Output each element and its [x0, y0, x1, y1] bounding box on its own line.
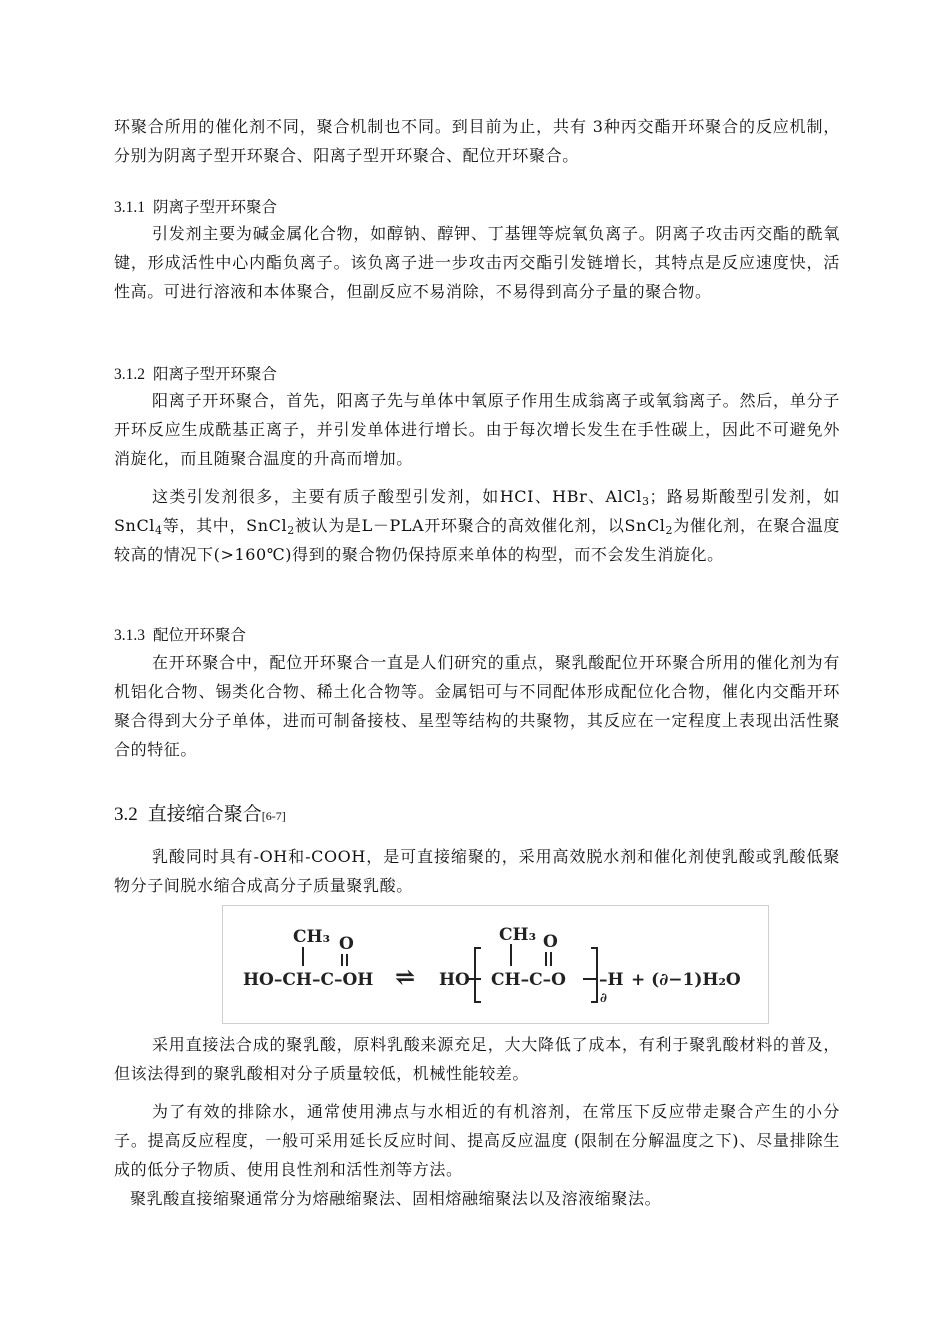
paragraph-anionic: 引发剂主要为碱金属化合物，如醇钠、醇钾、丁基锂等烷氧负离子。阴离子攻击丙交酯的酰氧键，形成活性中心内酯负离子。该负离子进一步攻击丙交酯引发链增长，其特点是反应速度快，活性高。可进行溶液和本体聚合，但副反应不易消除，不易得到高分子量的聚合物。: [114, 224, 840, 301]
text-run: 为催化剂，在聚合温度较高的情况下(>160℃)得到的聚合物仍保持原来单体的构型，而不会发生消旋化。: [114, 516, 840, 564]
paragraph-direct-1: 乳酸同时具有-OH和-COOH，是可直接缩聚的，采用高效脱水剂和催化剂使乳酸或乳酸低聚物分子间脱水缩合成高分子质量聚乳酸。: [114, 847, 840, 895]
text-run: 被认为是L－PLA开环聚合的高效催化剂，以SnCl: [294, 516, 666, 535]
subscript: 2: [665, 524, 674, 537]
paragraph-cationic-2: [114, 482, 840, 569]
paragraph-cationic-1: 阳离子开环聚合，首先，阳离子先与单体中氧原子作用生成翁离子或氧翁离子。然后，单分子开环反应生成酰基正离子，并引发单体进行增长。由于每次增长发生在手性碳上，因此不可避免外消旋化，而且随聚合温度的升高而增加。: [114, 391, 840, 468]
oxygen-left: O: [339, 934, 354, 954]
section-heading-3-1-2: [114, 364, 277, 385]
text-run: 等，其中，SnCl: [162, 516, 288, 535]
subscript: 3: [641, 495, 650, 508]
section-title: 阴离子型开环聚合: [153, 198, 278, 216]
section-number: 3.1.2: [114, 366, 145, 383]
subscript: 2: [287, 524, 295, 537]
reactant-chain: HO–CH–C–OH: [243, 970, 374, 990]
citation-ref: [6-7]: [261, 809, 286, 823]
bracket-right: [591, 948, 597, 1002]
end-group-h: –H: [599, 970, 624, 990]
text-run: 这类引发剂很多，主要有质子酸型引发剂，如HCI、HBr、AlCl: [152, 487, 642, 506]
reaction-equation-figure: [222, 905, 769, 1024]
section-heading-3-2: [114, 801, 286, 829]
water-byproduct: + (∂−1)H₂O: [631, 970, 741, 990]
paragraph-direct-2: 采用直接法合成的聚乳酸，原料乳酸来源充足，大大降低了成本，有利于聚乳酸材料的普及，但该法得到的聚乳酸相对分子质量较低，机械性能较差。: [114, 1035, 840, 1083]
product-ho: HO: [439, 970, 470, 990]
section-heading-3-1-3: [114, 625, 246, 646]
section-title: 配位开环聚合: [153, 626, 247, 644]
section-title: 阳离子型开环聚合: [153, 365, 278, 383]
reaction-equation: [223, 906, 770, 1025]
intro-paragraph: 环聚合所用的催化剂不同，聚合机制也不同。到目前为止，共有 3种丙交酯开环聚合的反应机制，分别为阴离子型开环聚合、阳离子型开环聚合、配位开环聚合。: [114, 117, 840, 165]
section-number: 3.2: [114, 804, 138, 825]
paragraph-coordination: 在开环聚合中，配位开环聚合一直是人们研究的重点，聚乳酸配位开环聚合所用的催化剂为有机铝化合物、锡类化合物、稀土化合物等。金属铝可与不同配体形成配位化合物，催化内交酯开环聚合得到大分子单体，进而可制备接枝、星型等结构的共聚物，其反应在一定程度上表现出活性聚合的特征。: [114, 653, 840, 759]
section-number: 3.1.3: [114, 627, 145, 644]
equilibrium-arrow: ⇌: [395, 962, 416, 991]
repeat-unit: CH–C–O: [491, 970, 566, 990]
subscript: 4: [155, 524, 163, 537]
section-number: 3.1.1: [114, 199, 145, 216]
ch3-group-right: CH₃: [499, 925, 537, 945]
bracket-left: [475, 948, 481, 1002]
section-title: 直接缩合聚合: [147, 803, 262, 825]
text-run: ；路易斯酸型引发剂，如SnCl: [114, 487, 840, 535]
oxygen-right: O: [543, 932, 558, 952]
section-heading-3-1-1: [114, 197, 277, 218]
paragraph-direct-4: 聚乳酸直接缩聚通常分为熔融缩聚法、固相熔融缩聚法以及溶液缩聚法。: [130, 1189, 662, 1208]
paragraph-direct-3: 为了有效的排除水，通常使用沸点与水相近的有机溶剂，在常压下反应带走聚合产生的小分子。提高反应程度，一般可采用延长反应时间、提高反应温度 (限制在分解温度之下)、尽量排除生成的低分子物质、使用良性剂和活性剂等方法。: [114, 1102, 840, 1179]
ch3-group-left: CH₃: [293, 927, 331, 947]
repeat-subscript: ∂: [600, 991, 607, 1006]
